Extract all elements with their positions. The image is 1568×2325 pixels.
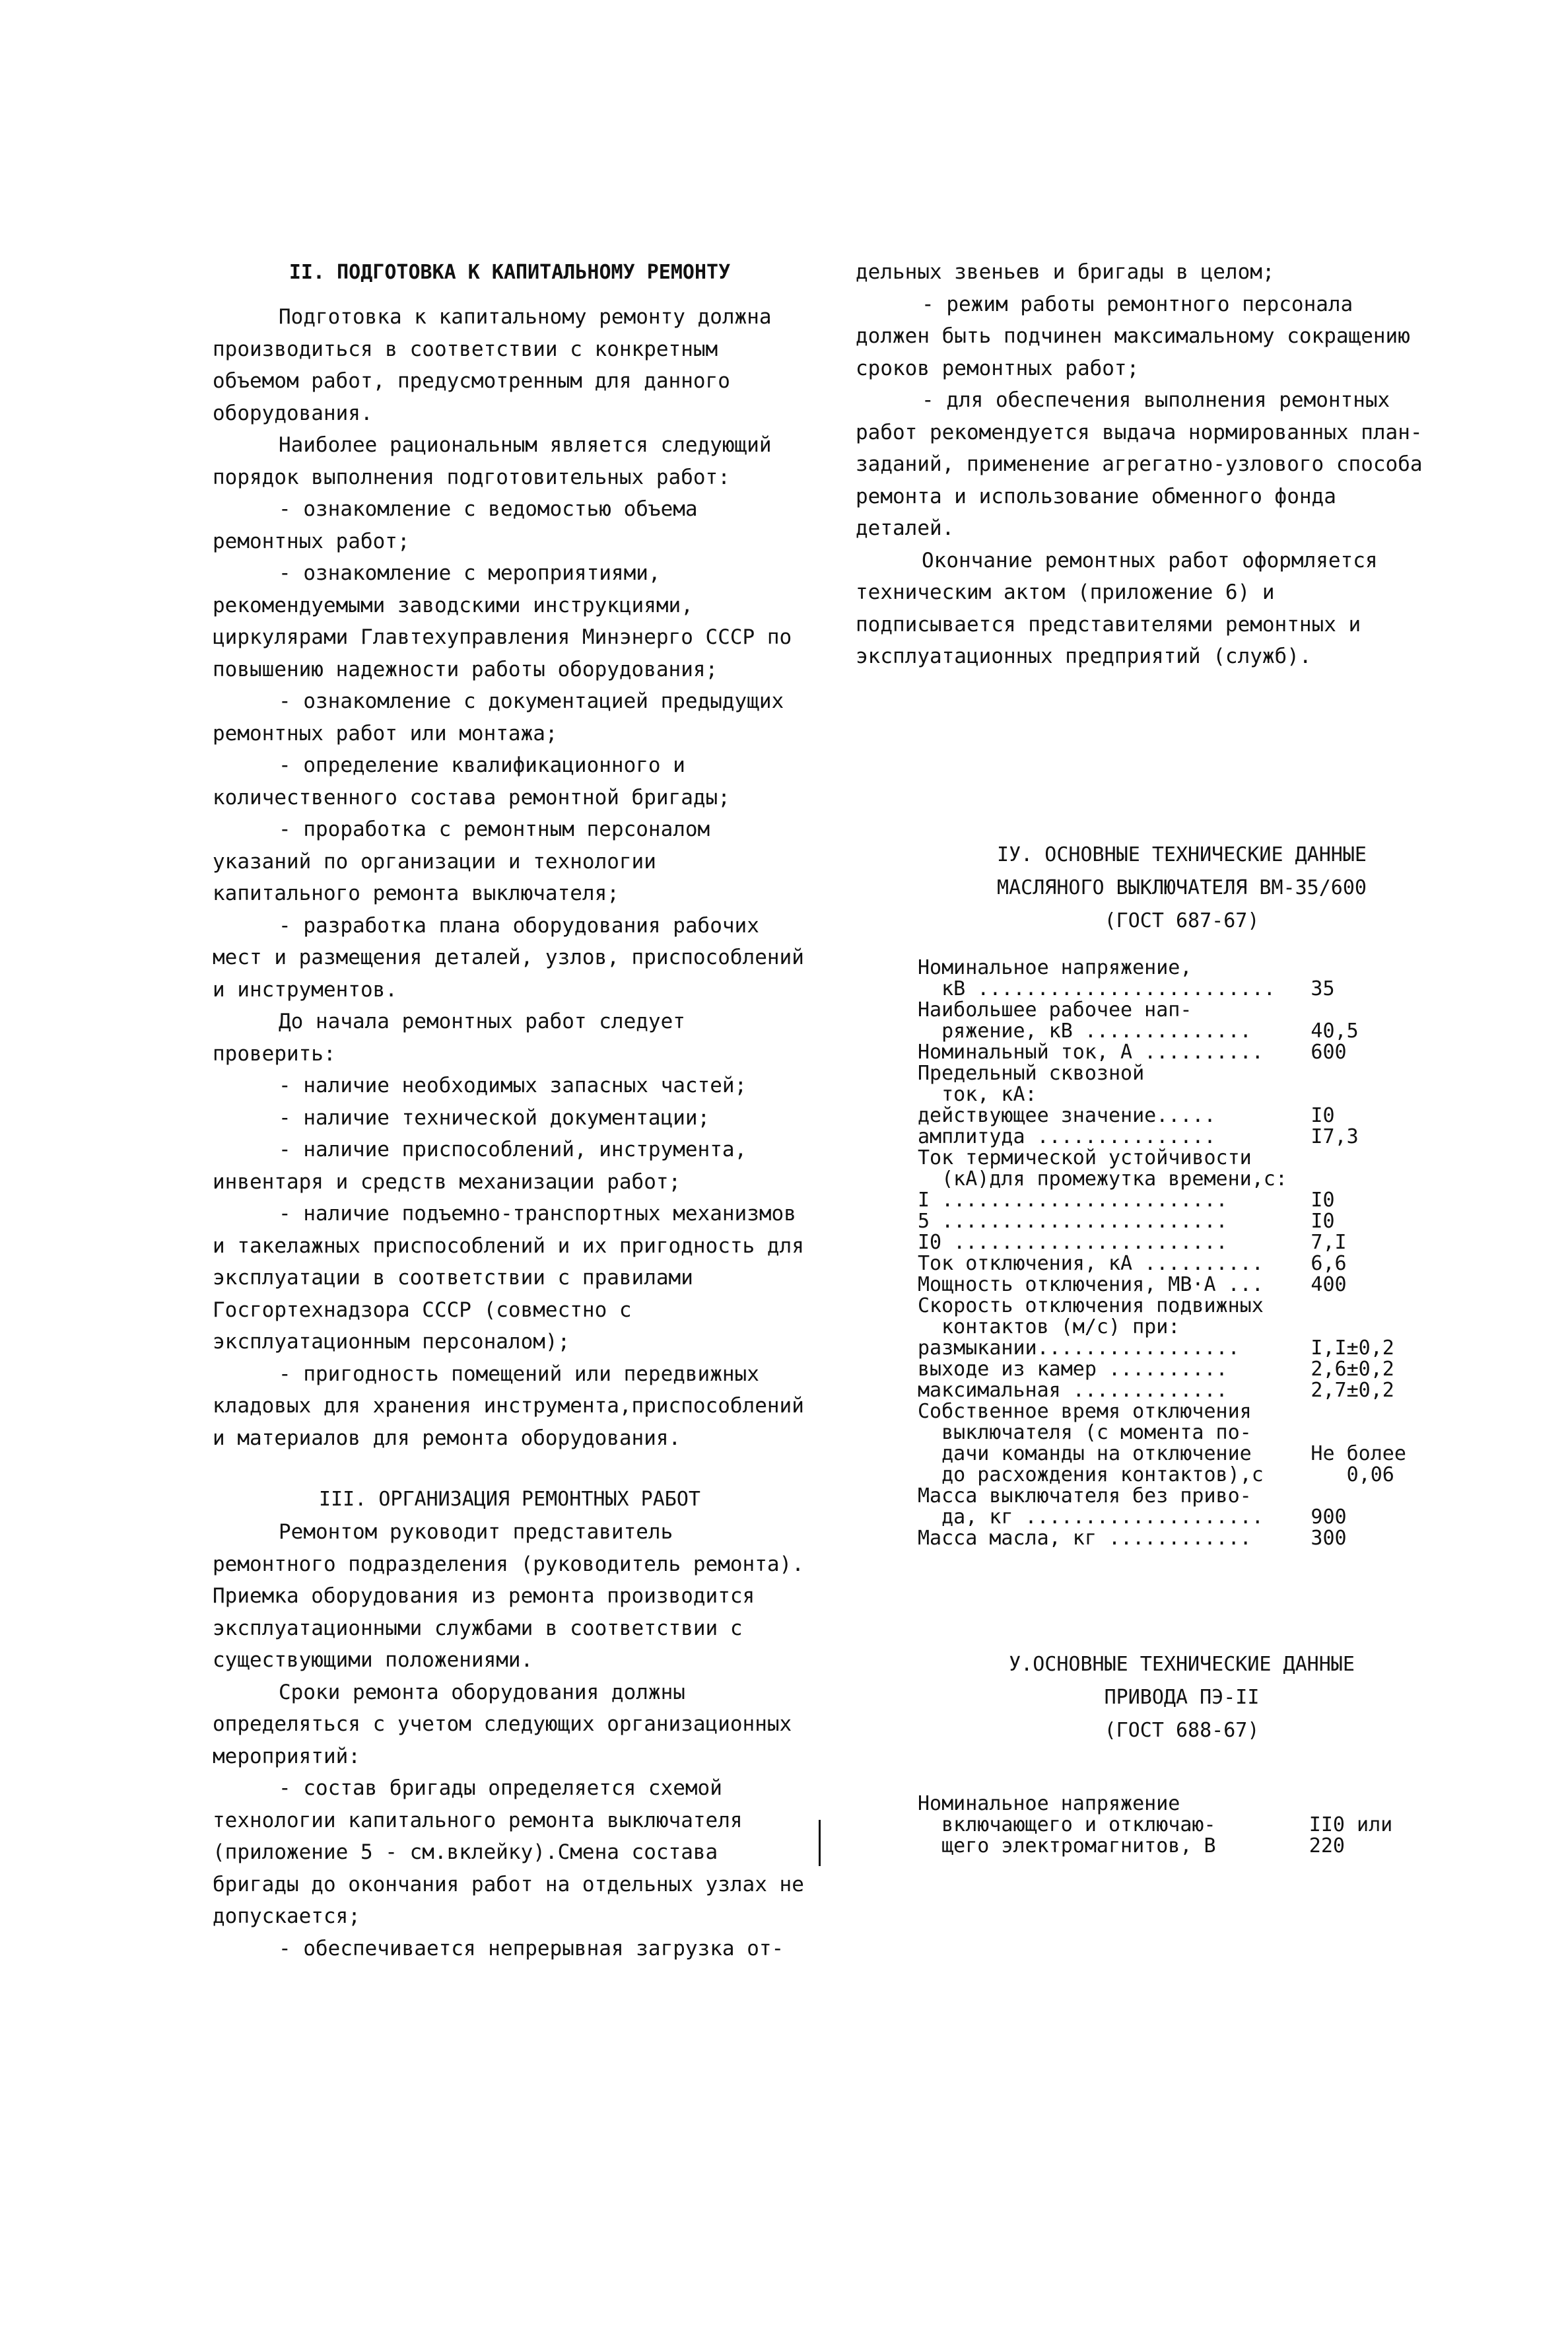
spec-value: 900 bbox=[1311, 1506, 1347, 1529]
paragraph: Наиболее рациональным является следующий порядок выполнения подготовительных работ: bbox=[213, 433, 772, 489]
spec-row bbox=[918, 1338, 1426, 1359]
spec-label: Скорость отключения подвижных контактов (м/с) при: bbox=[918, 1294, 1264, 1338]
list-item: - проработка с ремонтным персоналом указаний по организации и технологии капитального ремонта выключателя; bbox=[213, 817, 710, 905]
spec-value: 300 bbox=[1311, 1527, 1347, 1550]
section-4-title-line: МАСЛЯНОГО ВЫКЛЮЧАТЕЛЯ ВМ-35/600 bbox=[997, 876, 1367, 899]
section-4-title bbox=[918, 839, 1433, 938]
spec-label: Предельный сквозной ток, кА: bbox=[918, 1062, 1145, 1106]
list-item: - режим работы ремонтного персонала должен быть подчинен максимальному сокращению сроков ремонтных работ; bbox=[856, 292, 1410, 380]
spec-label: 5 ........................ bbox=[918, 1210, 1228, 1233]
section-2-title: II. ПОДГОТОВКА К КАПИТАЛЬНОМУ РЕМОНТУ bbox=[289, 261, 731, 284]
section-5-title-line: У.ОСНОВНЫЕ ТЕХНИЧЕСКИЕ ДАННЫЕ bbox=[1009, 1653, 1355, 1676]
spec-value: I0 bbox=[1311, 1210, 1335, 1233]
spec-row bbox=[918, 1127, 1426, 1148]
spec-value: 6,6 bbox=[1311, 1252, 1347, 1275]
section-5-title-line: (ГОСТ 688-67) bbox=[1104, 1719, 1260, 1742]
spec-row bbox=[918, 1148, 1426, 1190]
paragraph: Окончание ремонтных работ оформляется техническим актом (приложение 6) и подписывается представителями ремонтных и эксплуатационных предприятий (служб). bbox=[856, 548, 1378, 668]
spec-label: выходе из камер .......... bbox=[918, 1358, 1228, 1381]
spec-label: Масса выключателя без приво- да, кг .................... bbox=[918, 1484, 1264, 1529]
spec-value: I0 bbox=[1311, 1189, 1335, 1212]
list-item: - наличие приспособлений, инструмента, инвентаря и средств механизации работ; bbox=[213, 1138, 747, 1194]
paragraph: До начала ремонтных работ следует проверить: bbox=[213, 1010, 685, 1066]
list-item: - разработка плана оборудования рабочих мест и размещения деталей, узлов, приспособлений и инструментов. bbox=[213, 913, 804, 1002]
spec-label: Мощность отключения, МВ·А ... bbox=[918, 1273, 1264, 1296]
spec-value: 600 bbox=[1311, 1041, 1347, 1064]
spec-row bbox=[918, 1000, 1426, 1042]
preparation-list bbox=[213, 493, 807, 1006]
spec-label: максимальная ............. bbox=[918, 1379, 1228, 1402]
right-column-text bbox=[856, 256, 1423, 673]
left-column bbox=[213, 256, 807, 1964]
spec-value: I,I±0,2 bbox=[1311, 1336, 1394, 1360]
spec-value bbox=[1304, 1296, 1426, 1338]
section-5-title bbox=[918, 1648, 1433, 1747]
list-item: - обеспечивается непрерывная загрузка от- bbox=[279, 1936, 784, 1961]
spec-value: Не более 0,06 bbox=[1311, 1442, 1406, 1486]
list-item: - наличие технической документации; bbox=[279, 1105, 710, 1130]
spec-row bbox=[918, 1190, 1426, 1211]
spec-value: I7,3 bbox=[1311, 1125, 1359, 1148]
spec-row bbox=[918, 1359, 1426, 1380]
paragraph: Подготовка к капитальному ремонту должна производиться в соответствии с конкретным объемом работ, предусмотренным для данного оборудования. bbox=[213, 305, 772, 425]
spec-label: действующее значение..... bbox=[918, 1104, 1216, 1127]
spec-label: Номинальное напряжение, кВ ......................... bbox=[918, 956, 1276, 1000]
spec-value bbox=[1304, 1148, 1426, 1190]
spec-value: 35 bbox=[1311, 977, 1335, 1000]
spec-row bbox=[918, 1401, 1426, 1486]
list-item: - пригодность помещений или передвижных кладовых для хранения инструмента,приспособлений и материалов для ремонта оборудования. bbox=[213, 1362, 804, 1450]
spec-label: Номинальное напряжение включающего и отключаю- щего электромагнитов, В bbox=[918, 1792, 1216, 1857]
spec-label: Ток термической устойчивости (кА)для промежутка времени,с: bbox=[918, 1146, 1287, 1191]
section-5-title-line: ПРИВОДА ПЭ-II bbox=[1104, 1686, 1260, 1709]
spec-label: Собственное время отключения выключателя (с момента по- дачи команды на отключение до расхождения контактов),с bbox=[918, 1400, 1264, 1486]
paragraph-continuation: дельных звеньев и бригады в целом; bbox=[856, 260, 1275, 284]
spec-row bbox=[918, 1528, 1426, 1549]
spec-row bbox=[918, 1042, 1426, 1063]
spec-label: размыкании................. bbox=[918, 1336, 1240, 1360]
spec-label: I0 ....................... bbox=[918, 1231, 1228, 1254]
spec-row bbox=[918, 1296, 1426, 1338]
list-item: - ознакомление с ведомостью объема ремонтных работ; bbox=[213, 497, 698, 553]
list-item: - состав бригады определяется схемой технологии капитального ремонта выключателя (приложение 5 - см.вклейку).Смена состава бригады до окончания работ на отдельных узлах не допускается; bbox=[213, 1776, 804, 1928]
spec-label: Наибольшее рабочее нап- ряжение, кВ .............. bbox=[918, 998, 1252, 1043]
spec-row bbox=[918, 1486, 1426, 1528]
spec-row bbox=[918, 1793, 1426, 1857]
section-4-title-line: (ГОСТ 687-67) bbox=[1104, 909, 1260, 932]
spec-value: 400 bbox=[1311, 1273, 1347, 1296]
spec-row bbox=[918, 1380, 1426, 1401]
list-item: - для обеспечения выполнения ремонтных работ рекомендуется выдача нормированных план-заданий, применение агрегатно-узлового способа ремонта и использование обменного фонда деталей. bbox=[856, 388, 1423, 540]
spec-value: II0 или 220 bbox=[1309, 1813, 1393, 1857]
list-item: - ознакомление с мероприятиями, рекомендуемыми заводскими инструкциями, циркулярами Главтехуправления Минэнерго СССР по повышению надежности работы оборудования; bbox=[213, 561, 792, 681]
spec-value: I0 bbox=[1311, 1104, 1335, 1127]
spec-label: I ........................ bbox=[918, 1189, 1228, 1212]
spec-value: 2,7±0,2 bbox=[1311, 1379, 1394, 1402]
section-3-title: III. ОРГАНИЗАЦИЯ РЕМОНТНЫХ РАБОТ bbox=[319, 1488, 700, 1511]
drive-spec-table bbox=[918, 1793, 1426, 1857]
check-list bbox=[213, 1070, 807, 1454]
spec-row bbox=[918, 1105, 1426, 1127]
section-4-title-line: IУ. ОСНОВНЫЕ ТЕХНИЧЕСКИЕ ДАННЫЕ bbox=[997, 843, 1367, 866]
spec-row bbox=[918, 1253, 1426, 1274]
spec-value: 7,I bbox=[1311, 1231, 1347, 1254]
spec-label: Номинальный ток, А .......... bbox=[918, 1041, 1264, 1064]
margin-line bbox=[819, 1820, 821, 1866]
spec-value: 2,6±0,2 bbox=[1311, 1358, 1394, 1381]
list-item: - ознакомление с документацией предыдущих ремонтных работ или монтажа; bbox=[213, 689, 784, 746]
spec-row bbox=[918, 1274, 1426, 1296]
list-item: - наличие подъемно-транспортных механизмов и такелажных приспособлений и их пригодность для эксплуатации в соответствии с правилами Госгортехнадзора СССР (совместно с эксплуатационным персоналом); bbox=[213, 1202, 804, 1354]
spec-row bbox=[918, 1063, 1426, 1105]
spec-value bbox=[1304, 1063, 1426, 1105]
spec-row bbox=[918, 1211, 1426, 1232]
list-item: - наличие необходимых запасных частей; bbox=[279, 1074, 747, 1097]
list-item: - определение квалификационного и количественного состава ремонтной бригады; bbox=[213, 753, 730, 810]
spec-row bbox=[918, 957, 1426, 1000]
spec-label: Масса масла, кг ............ bbox=[918, 1527, 1252, 1550]
spec-label: Ток отключения, кА .......... bbox=[918, 1252, 1264, 1275]
paragraph: Сроки ремонта оборудования должны определяться с учетом следующих организационных мероприятий: bbox=[213, 1680, 792, 1768]
breaker-spec-table bbox=[918, 957, 1426, 1549]
paragraph: Ремонтом руководит представитель ремонтного подразделения (руководитель ремонта). Приемка оборудования из ремонта производится эксплуатационными службами в соответствии с существующими положениями. bbox=[213, 1520, 804, 1672]
organization-list bbox=[213, 1772, 807, 1964]
technical-data bbox=[918, 839, 1433, 1857]
spec-value: 40,5 bbox=[1311, 1020, 1359, 1043]
spec-row bbox=[918, 1232, 1426, 1253]
spec-label: амплитуда ............... bbox=[918, 1125, 1216, 1148]
